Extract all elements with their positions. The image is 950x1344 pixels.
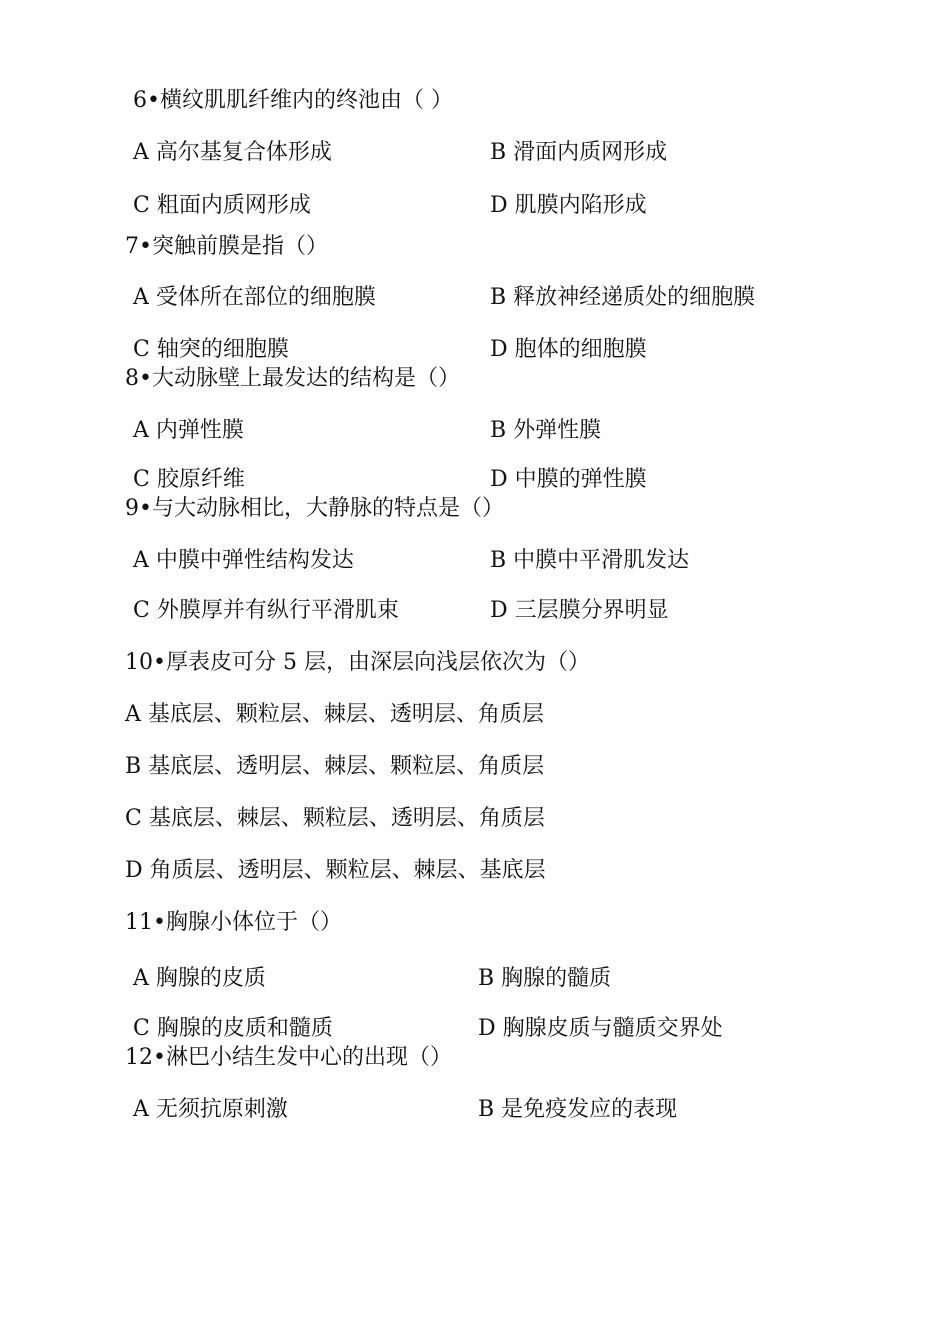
question-10-option-a: A 基底层、颗粒层、棘层、透明层、角质层: [125, 702, 544, 727]
question-12-option-a: A 无须抗原刺激: [133, 1097, 288, 1122]
question-9-option-b: B 中膜中平滑肌发达: [490, 548, 690, 573]
question-11-option-a: A 胸腺的皮质: [133, 966, 266, 991]
question-12-option-b: B 是免疫发应的表现: [478, 1097, 678, 1122]
question-10-option-b: B 基底层、透明层、棘层、颗粒层、角质层: [125, 754, 545, 779]
question-11-option-c: C 胸腺的皮质和髓质: [133, 1016, 333, 1041]
question-11-option-b: B 胸腺的髓质: [478, 966, 612, 991]
question-11-option-d: D 胸腺皮质与髓质交界处: [478, 1016, 723, 1041]
question-9-option-c: C 外膜厚并有纵行平滑肌束: [133, 598, 399, 623]
question-8-option-b: B 外弹性膜: [490, 418, 602, 443]
question-6-option-c: C 粗面内质网形成: [133, 193, 311, 218]
question-10-option-c: C 基底层、棘层、颗粒层、透明层、角质层: [125, 806, 545, 831]
question-10-option-d: D 角质层、透明层、颗粒层、棘层、基底层: [125, 858, 546, 883]
question-9-stem: 9•与大动脉相比，大静脉的特点是（）: [125, 496, 504, 521]
question-6-option-a: A 高尔基复合体形成: [133, 140, 332, 165]
question-6-option-b: B 滑面内质网形成: [490, 140, 668, 165]
question-8-stem: 8•大动脉壁上最发达的结构是（）: [125, 366, 460, 391]
question-10-stem: 10•厚表皮可分 5 层，由深层向浅层依次为（）: [125, 650, 590, 675]
question-12-stem: 12•淋巴小结生发中心的出现（）: [125, 1045, 452, 1070]
question-7-stem: 7•突触前膜是指（）: [125, 234, 328, 259]
question-11-stem: 11•胸腺小体位于（）: [125, 910, 342, 935]
question-6-option-d: D 肌膜内陷形成: [490, 193, 647, 218]
question-7-option-c: C 轴突的细胞膜: [133, 337, 289, 362]
question-6-stem: 6•横纹肌肌纤维内的终池由（ ）: [133, 88, 453, 113]
question-7-option-a: A 受体所在部位的细胞膜: [133, 285, 376, 310]
question-9-option-d: D 三层膜分界明显: [490, 598, 669, 623]
question-8-option-c: C 胶原纤维: [133, 467, 245, 492]
question-8-option-d: D 中膜的弹性膜: [490, 467, 647, 492]
question-9-option-a: A 中膜中弹性结构发达: [133, 548, 354, 573]
question-7-option-d: D 胞体的细胞膜: [490, 337, 647, 362]
question-8-option-a: A 内弹性膜: [133, 418, 244, 443]
question-7-option-b: B 释放神经递质处的细胞膜: [490, 285, 756, 310]
